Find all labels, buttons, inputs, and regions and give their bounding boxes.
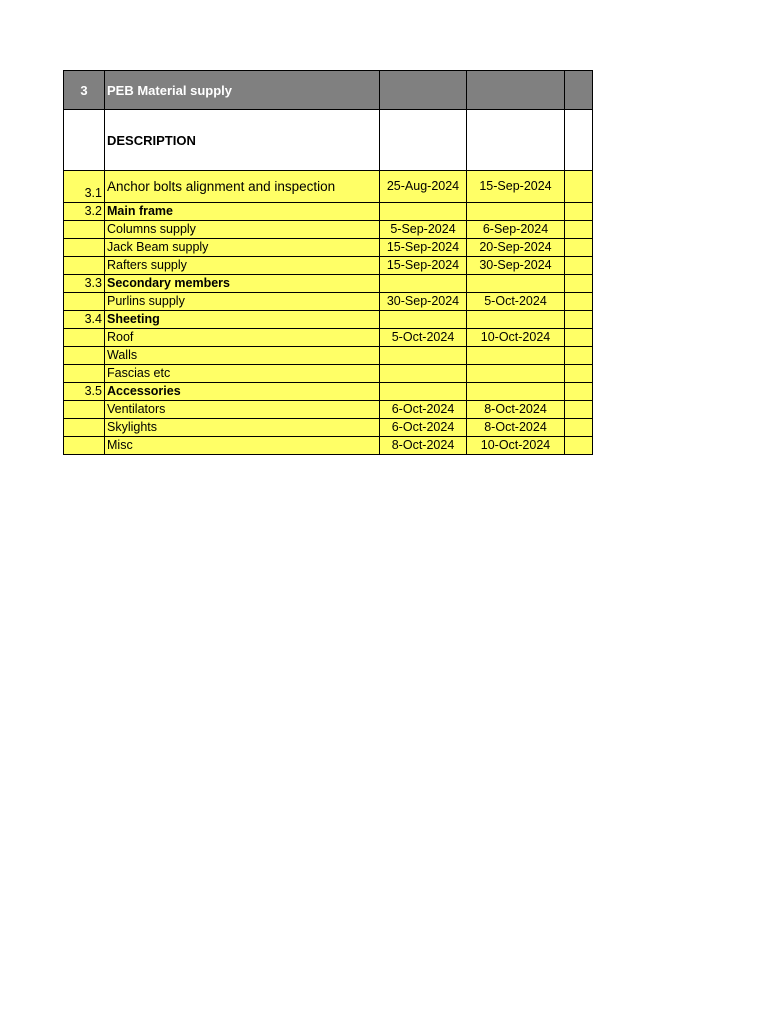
table-row [64,293,593,311]
row-end-date-cell[interactable]: 6-Sep-2024 [467,221,565,239]
table-row [64,401,593,419]
row-end-date-cell[interactable] [467,383,565,401]
row-extra-cell[interactable] [565,203,593,221]
row-start-date-cell[interactable]: 8-Oct-2024 [380,437,467,455]
row-extra-cell[interactable] [565,275,593,293]
table-row [64,221,593,239]
row-number-cell[interactable] [64,401,105,419]
table-row [64,365,593,383]
row-number-cell[interactable] [64,365,105,383]
row-extra-cell[interactable] [565,419,593,437]
row-description-cell[interactable]: Ventilators [105,401,380,419]
row-description-cell[interactable]: Misc [105,437,380,455]
row-start-date-cell[interactable]: 5-Sep-2024 [380,221,467,239]
row-start-date-cell[interactable] [380,275,467,293]
row-description-cell[interactable]: Main frame [105,203,380,221]
header-start-cell[interactable] [380,71,467,110]
row-number-cell[interactable]: 3.2 [64,203,105,221]
table-row [64,329,593,347]
row-start-date-cell[interactable] [380,347,467,365]
header-end-cell[interactable] [467,71,565,110]
row-extra-cell[interactable] [565,221,593,239]
row-end-date-cell[interactable]: 15-Sep-2024 [467,171,565,203]
row-extra-cell[interactable] [565,437,593,455]
row-extra-cell[interactable] [565,401,593,419]
row-extra-cell[interactable] [565,239,593,257]
description-start-cell[interactable] [380,110,467,171]
row-start-date-cell[interactable]: 15-Sep-2024 [380,257,467,275]
description-number-cell[interactable] [64,110,105,171]
description-header-cell[interactable]: DESCRIPTION [105,110,380,171]
row-start-date-cell[interactable]: 5-Oct-2024 [380,329,467,347]
row-extra-cell[interactable] [565,171,593,203]
row-start-date-cell[interactable] [380,365,467,383]
row-end-date-cell[interactable]: 10-Oct-2024 [467,437,565,455]
row-number-cell[interactable] [64,257,105,275]
row-number-cell[interactable]: 3.5 [64,383,105,401]
row-number-cell[interactable] [64,221,105,239]
row-description-cell[interactable]: Rafters supply [105,257,380,275]
row-start-date-cell[interactable]: 6-Oct-2024 [380,401,467,419]
row-number-cell[interactable] [64,239,105,257]
schedule-table [63,70,593,455]
row-start-date-cell[interactable]: 30-Sep-2024 [380,293,467,311]
row-start-date-cell[interactable] [380,383,467,401]
description-header-row [64,110,593,171]
row-description-cell[interactable]: Accessories [105,383,380,401]
row-end-date-cell[interactable] [467,347,565,365]
row-extra-cell[interactable] [565,365,593,383]
row-number-cell[interactable] [64,293,105,311]
table-row [64,419,593,437]
row-extra-cell[interactable] [565,347,593,365]
table-row [64,203,593,221]
section-number-cell[interactable]: 3 [64,71,105,110]
row-extra-cell[interactable] [565,257,593,275]
row-number-cell[interactable] [64,347,105,365]
row-number-cell[interactable]: 3.4 [64,311,105,329]
row-description-cell[interactable]: Fascias etc [105,365,380,383]
row-description-cell[interactable]: Jack Beam supply [105,239,380,257]
row-extra-cell[interactable] [565,329,593,347]
row-number-cell[interactable] [64,419,105,437]
row-start-date-cell[interactable]: 25-Aug-2024 [380,171,467,203]
table-row [64,311,593,329]
table-row [64,383,593,401]
row-start-date-cell[interactable]: 6-Oct-2024 [380,419,467,437]
section-title-cell[interactable]: PEB Material supply [105,71,380,110]
section-header-row [64,71,593,110]
table-row [64,171,593,203]
row-extra-cell[interactable] [565,293,593,311]
description-end-cell[interactable] [467,110,565,171]
spreadsheet-sheet [63,70,593,455]
table-row [64,275,593,293]
row-end-date-cell[interactable]: 8-Oct-2024 [467,401,565,419]
row-end-date-cell[interactable] [467,311,565,329]
row-end-date-cell[interactable] [467,203,565,221]
row-description-cell[interactable]: Sheeting [105,311,380,329]
row-end-date-cell[interactable]: 30-Sep-2024 [467,257,565,275]
row-end-date-cell[interactable] [467,275,565,293]
row-description-cell[interactable]: Anchor bolts alignment and inspection [105,171,380,203]
row-description-cell[interactable]: Columns supply [105,221,380,239]
row-start-date-cell[interactable]: 15-Sep-2024 [380,239,467,257]
row-end-date-cell[interactable] [467,365,565,383]
row-end-date-cell[interactable]: 20-Sep-2024 [467,239,565,257]
row-extra-cell[interactable] [565,383,593,401]
row-start-date-cell[interactable] [380,311,467,329]
table-row [64,347,593,365]
table-row [64,437,593,455]
row-end-date-cell[interactable]: 8-Oct-2024 [467,419,565,437]
row-number-cell[interactable] [64,329,105,347]
row-number-cell[interactable] [64,437,105,455]
row-description-cell[interactable]: Skylights [105,419,380,437]
row-description-cell[interactable]: Secondary members [105,275,380,293]
row-description-cell[interactable]: Purlins supply [105,293,380,311]
header-extra-cell[interactable] [565,71,593,110]
description-extra-cell[interactable] [565,110,593,171]
row-description-cell[interactable]: Walls [105,347,380,365]
row-extra-cell[interactable] [565,311,593,329]
row-number-cell[interactable]: 3.3 [64,275,105,293]
row-start-date-cell[interactable] [380,203,467,221]
row-end-date-cell[interactable]: 10-Oct-2024 [467,329,565,347]
table-row [64,239,593,257]
row-number-cell[interactable]: 3.1 [64,171,105,203]
table-row [64,257,593,275]
row-description-cell[interactable]: Roof [105,329,380,347]
row-end-date-cell[interactable]: 5-Oct-2024 [467,293,565,311]
